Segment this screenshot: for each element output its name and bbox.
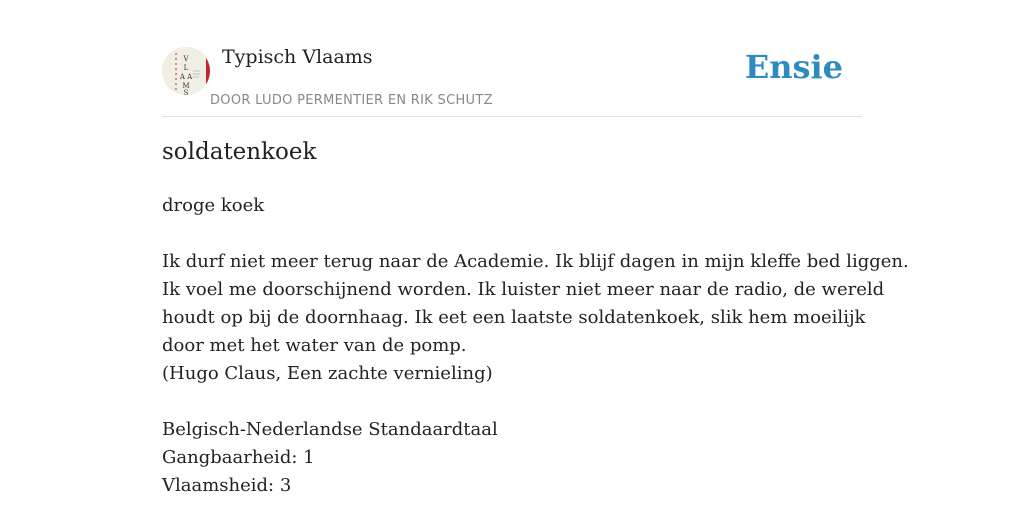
entry-quote — [162, 248, 909, 388]
language-label: Belgisch-Nederlandse Standaardtaal — [162, 419, 498, 440]
book-title-link[interactable]: Typisch Vlaams — [222, 46, 373, 68]
gangbaarheid-label: Gangbaarheid: 1 — [162, 447, 315, 468]
quote-citation: (Hugo Claus, Een zachte vernieling) — [162, 363, 493, 384]
entry-title: soldatenkoek — [162, 139, 317, 165]
spacer — [162, 220, 862, 248]
svg-text:A A: A A — [179, 73, 193, 81]
page — [162, 0, 909, 512]
entry-meta — [162, 416, 862, 500]
ensie-logo-link[interactable]: Ensie — [744, 48, 843, 86]
author-byline: DOOR LUDO PERMENTIER EN RIK SCHUTZ — [210, 93, 493, 108]
entry-definition: droge koek — [162, 195, 265, 216]
book-cover-icon[interactable] — [162, 47, 210, 95]
quote-line: door met het water van de pomp. — [162, 335, 467, 356]
spacer — [162, 388, 862, 416]
quote-line: Ik voel me doorschijnend worden. Ik luister niet meer naar de radio, de wereld — [162, 279, 885, 300]
vlaamsheid-label: Vlaamsheid: 3 — [162, 475, 292, 496]
svg-text:V: V — [183, 55, 189, 63]
quote-line: Ik durf niet meer terug naar de Academie. Ik blijf dagen in mijn kleffe bed liggen. — [162, 251, 909, 272]
svg-text:L: L — [183, 64, 189, 72]
svg-text:S: S — [183, 89, 189, 95]
entry-content — [162, 192, 909, 500]
quote-line: houdt op bij de doornhaag. Ik eet een laatste soldatenkoek, slik hem moeilijk — [162, 307, 866, 328]
svg-text:M: M — [182, 82, 190, 90]
header — [162, 0, 862, 117]
